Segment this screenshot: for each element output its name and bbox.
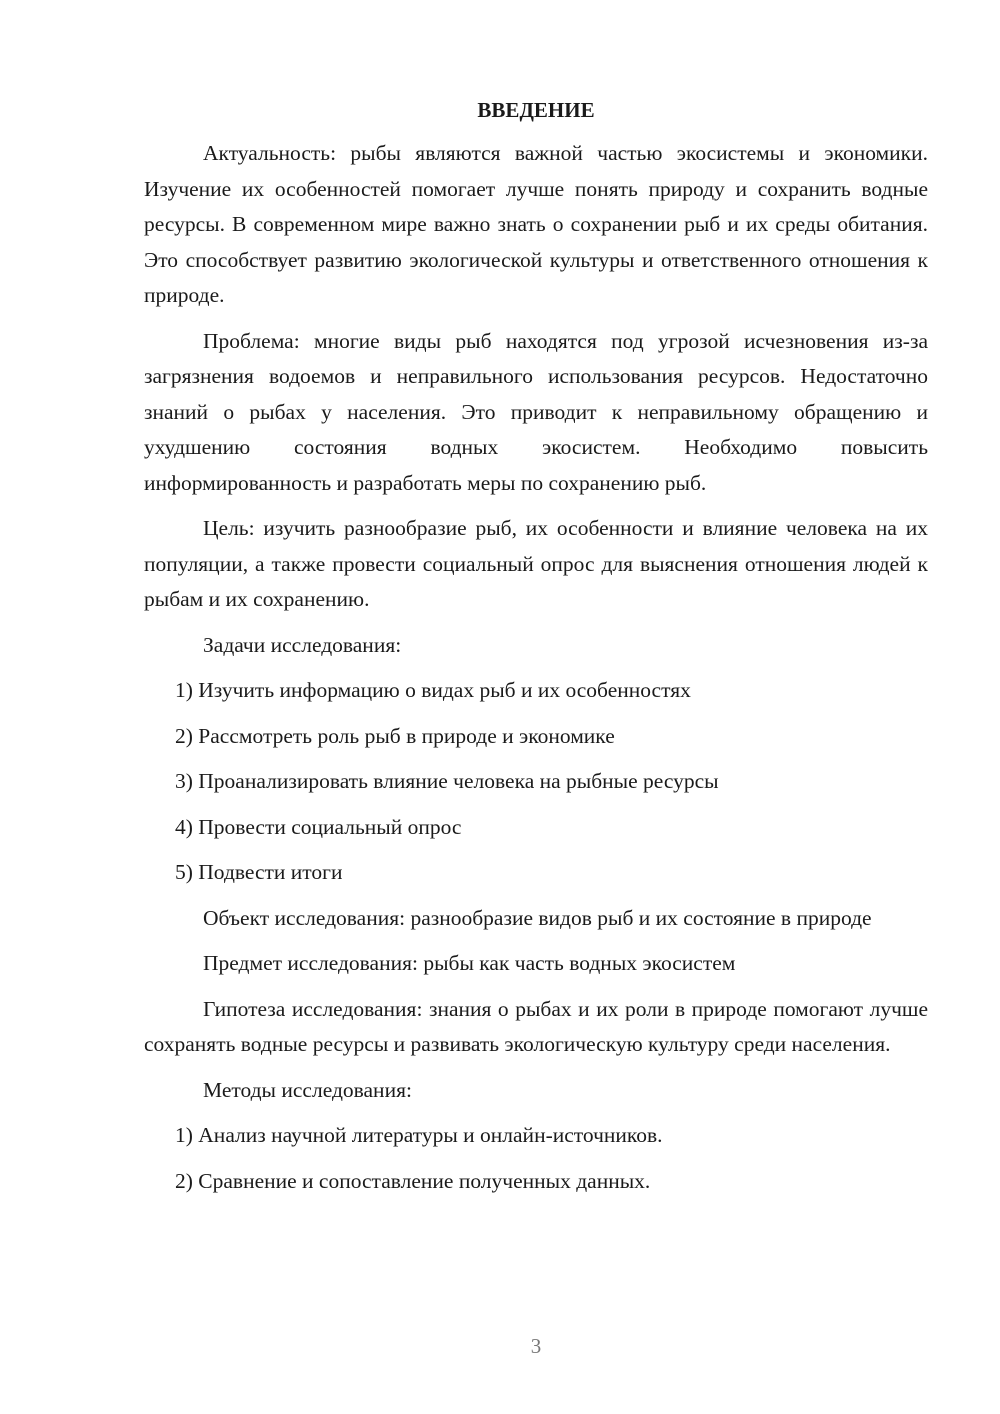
methods-heading: Методы исследования: [203,1077,412,1102]
goal-paragraph: Цель: изучить разнообразие рыб, их особенности и влияние человека на их популяции, а также провести социальный опрос для выяснения отношения людей к рыбам и их сохранению. [144,516,928,611]
page-number: 3 [530,1334,542,1358]
subject-paragraph: Предмет исследования: рыбы как часть водных экосистем [203,951,736,975]
methods-list [144,1118,928,1199]
list-item: 3) Проанализировать влияние человека на рыбные ресурсы [175,769,719,793]
list-item: 1) Изучить информацию о видах рыб и их особенностях [175,678,691,702]
list-item: 2) Сравнение и сопоставление полученных данных. [175,1168,651,1193]
relevance-paragraph: Актуальность: рыбы являются важной частью экосистемы и экономики. Изучение их особенностей помогает лучше понять природу и сохранить водные ресурсы. В современном мире важно знать о сохранении рыб и их среды обитания. Это способствует развитию экологической культуры и ответственного отношения к природе. [144,141,928,307]
tasks-list [144,673,928,891]
list-item: 4) Провести социальный опрос [175,814,462,839]
document-page [144,94,928,1209]
object-paragraph: Объект исследования: разнообразие видов рыб и их состояние в природе [203,905,872,930]
list-item: 2) Рассмотреть роль рыб в природе и экономике [175,723,615,748]
list-item: 5) Подвести итоги [175,860,343,884]
list-item: 1) Анализ научной литературы и онлайн-источников. [175,1123,663,1147]
hypothesis-paragraph: Гипотеза исследования: знания о рыбах и их роли в природе помогают лучше сохранять водные ресурсы и развивать экологическую культуру среди населения. [144,996,928,1056]
tasks-heading: Задачи исследования: [203,632,402,657]
page-title: ВВЕДЕНИЕ [477,98,595,122]
problem-paragraph: Проблема: многие виды рыб находятся под угрозой исчезновения из-за загрязнения водоемов и неправильного использования ресурсов. Недостаточно знаний о рыбах у населения. Это приводит к неправильному обращению и ухудшению состояния водных экосистем. Необходимо повысить информированность и разработать меры по сохранению рыб. [144,328,928,495]
